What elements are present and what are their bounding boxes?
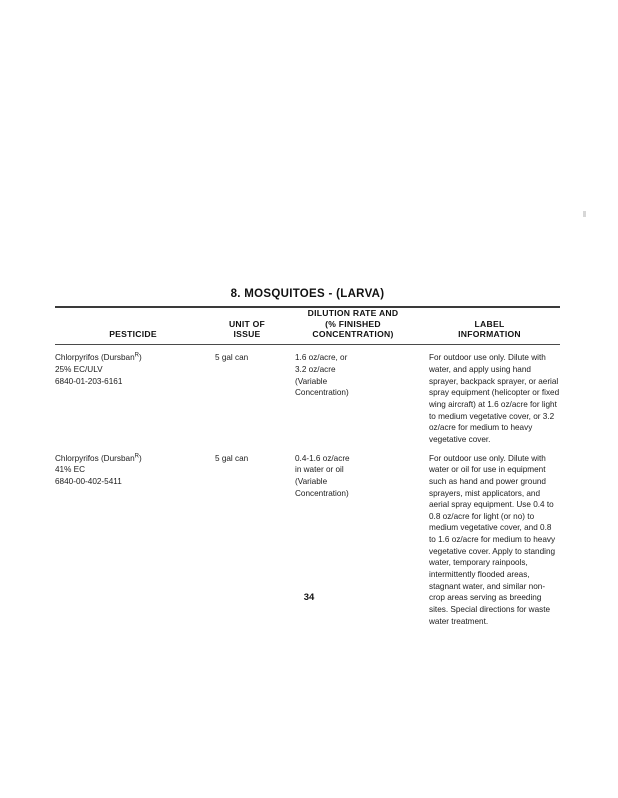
pesticide-name [55,453,199,465]
pesticide-name-close: ) [138,453,142,463]
column-header-label-information [419,308,560,344]
pesticide-table [55,308,560,344]
table-header [55,308,560,344]
pesticide-nsn: 6840-00-402-5411 [55,476,122,486]
dilution-line-4: Concentration) [295,388,349,398]
column-header-unit-line1: UNIT OF [228,318,266,329]
column-header-dilution-line1: DILUTION RATE AND [307,308,399,318]
table-header-row [55,308,560,344]
pesticide-nsn: 6840-01-203-6161 [55,376,123,386]
scan-artifact-speck [583,211,586,217]
pesticide-name-text: Chlorpyrifos (Dursban [55,453,135,463]
cell-dilution-rate [287,345,419,445]
unit-of-issue-value: 5 gal can [215,353,249,363]
trademark-superscript: R [134,352,139,359]
section-title: 8. MOSQUITOES - (LARVA) [230,288,385,300]
pesticide-formulation: 25% EC/ULV [55,365,103,375]
dilution-line-2: in water or oil [295,465,344,475]
column-header-unit-of-issue [207,308,287,344]
pesticide-table-body [55,345,560,627]
column-header-unit-line2: ISSUE [233,329,261,340]
trademark-superscript: R [134,452,139,459]
cell-unit-of-issue [207,345,287,445]
dilution-line-1: 1.6 oz/acre, or [295,353,348,363]
label-information-text: For outdoor use only. Dilute with water, and apply using hand sprayer, backpack sprayer, or aerial spray equipment (helicopter or fixed wing aircraft) at 1.6 oz/acre for light to medium vegetative cover, or 3.2 oz/acre for medium to heavy vegetative cover. [429,353,560,444]
pesticide-name-close: ) [138,353,142,363]
dilution-line-3: (Variable [295,376,328,386]
column-header-label-line2: INFORMATION [458,329,521,340]
unit-of-issue-value: 5 gal can [215,453,249,463]
column-header-pesticide-label: PESTICIDE [109,329,157,340]
cell-pesticide [55,345,207,445]
pesticide-name-text: Chlorpyrifos (Dursban [55,353,135,363]
dilution-line-1: 0.4-1.6 oz/acre [295,453,350,463]
label-information-text: For outdoor use only. Dilute with water or oil for use in equipment such as hand and power ground sprayers, mist applicators, and aerial spray equipment. Use 0.4 to 0.8 oz/acre for light (or no) to medium vegetative cover, and 0.8 to 1.6 oz/acre for medium to heavy vegetative cover. Apply to standing water, temporary rainpools, intermittently flooded areas, stagnant water, and similar non-crop areas serving as breeding sites. Special directions for waste water treatment. [429,453,556,626]
column-header-label-line1: LABEL [474,318,505,329]
pesticide-formulation: 41% EC [55,465,86,475]
pesticide-name [55,352,199,364]
dilution-line-4: Concentration) [295,488,349,498]
page-number: 34 [303,592,315,603]
cell-label-information [419,345,560,445]
dilution-line-3: (Variable [295,476,328,486]
dilution-line-2: 3.2 oz/acre [295,365,336,375]
column-header-pesticide [55,308,207,344]
column-header-dilution-line2: (% FINISHED [325,318,381,329]
column-header-dilution-line3: CONCENTRATION) [312,329,394,340]
column-header-dilution-rate [287,308,419,344]
page-content [55,288,560,627]
table-row [55,345,560,445]
